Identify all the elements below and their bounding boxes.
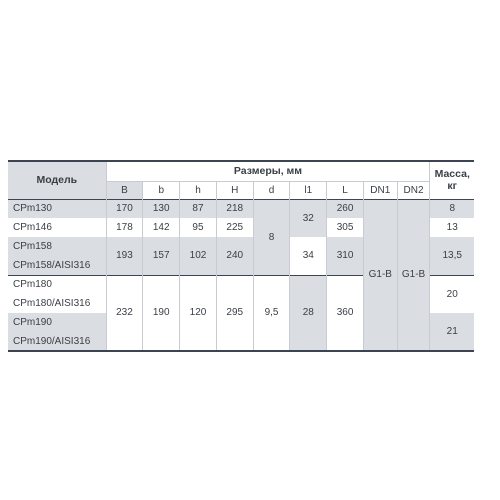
header-col-L: L — [327, 181, 364, 199]
cell-L: 310 — [327, 237, 364, 275]
cell-h: 87 — [180, 199, 217, 218]
cell-B: 170 — [106, 199, 143, 218]
header-col-l1: l1 — [290, 181, 327, 199]
cell-mass: 21 — [430, 313, 474, 351]
cell-d-merged: 8 — [253, 199, 290, 275]
cell-L: 305 — [327, 218, 364, 237]
model-cell: CPm190/AISI316 — [8, 332, 106, 351]
header-col-DN1: DN1 — [363, 181, 397, 199]
model-cell: CPm190 — [8, 313, 106, 332]
cell-mass: 20 — [430, 275, 474, 313]
cell-mass: 8 — [430, 199, 474, 218]
header-model: Модель — [8, 161, 106, 199]
header-dimensions: Размеры, мм — [106, 161, 430, 181]
cell-d: 9,5 — [253, 275, 290, 351]
spec-table-wrapper — [8, 160, 474, 352]
model-cell: CPm130 — [8, 199, 106, 218]
header-col-DN2: DN2 — [397, 181, 430, 199]
cell-l1-merged-a: 32 — [290, 199, 327, 237]
cell-H: 240 — [216, 237, 253, 275]
cell-h: 102 — [180, 237, 217, 275]
cell-b: 190 — [143, 275, 180, 351]
header-col-B: B — [106, 181, 143, 199]
cell-l1-merged-b: 34 — [290, 237, 327, 275]
header-mass-line2: кг — [447, 180, 458, 193]
cell-B: 178 — [106, 218, 143, 237]
header-col-b: b — [143, 181, 180, 199]
cell-h: 95 — [180, 218, 217, 237]
cell-L: 260 — [327, 199, 364, 218]
model-cell: CPm146 — [8, 218, 106, 237]
header-mass-line1: Масса, — [434, 168, 470, 181]
cell-b: 142 — [143, 218, 180, 237]
cell-B: 232 — [106, 275, 143, 351]
header-col-d: d — [253, 181, 290, 199]
cell-dn1-merged: G1-B — [363, 199, 397, 351]
cell-b: 157 — [143, 237, 180, 275]
cell-L: 360 — [327, 275, 364, 351]
model-cell: CPm180/AISI316 — [8, 294, 106, 313]
model-cell: CPm180 — [8, 275, 106, 294]
cell-h: 120 — [180, 275, 217, 351]
header-col-H: H — [216, 181, 253, 199]
model-cell: CPm158/AISI316 — [8, 256, 106, 275]
cell-H: 218 — [216, 199, 253, 218]
cell-H: 295 — [216, 275, 253, 351]
spec-table — [8, 160, 474, 352]
model-cell: CPm158 — [8, 237, 106, 256]
cell-b: 130 — [143, 199, 180, 218]
cell-l1-merged-c: 28 — [290, 275, 327, 351]
cell-H: 225 — [216, 218, 253, 237]
header-mass — [430, 161, 474, 199]
cell-dn2-merged: G1-B — [397, 199, 430, 351]
cell-mass: 13,5 — [430, 237, 474, 275]
header-col-h: h — [180, 181, 217, 199]
cell-B: 193 — [106, 237, 143, 275]
cell-mass: 13 — [430, 218, 474, 237]
